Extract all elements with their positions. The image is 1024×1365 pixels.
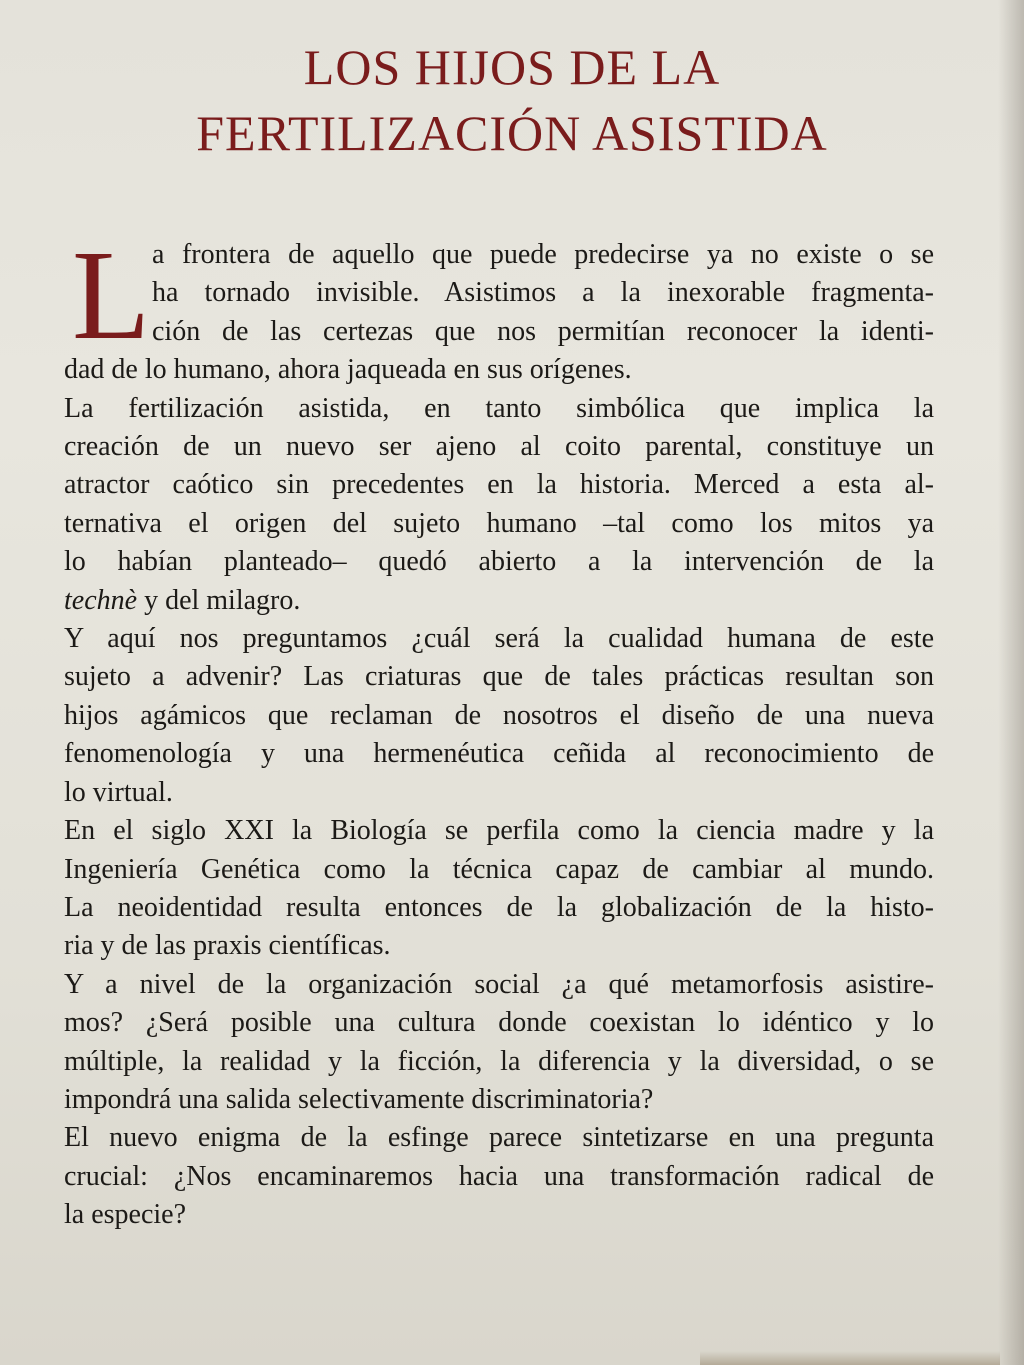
text-line: Y aquí nos preguntamos ¿cuál será la cualidad humana de este (64, 623, 934, 655)
page-edge-shadow (998, 0, 1024, 1365)
text-line: El nuevo enigma de la esfinge parece sintetizarse en una pregunta (64, 1122, 934, 1154)
paragraph-2 (64, 390, 934, 620)
text-line: lo virtual. (64, 776, 173, 808)
text-line: fenomenología y una hermenéutica ceñida al reconocimiento de (64, 738, 934, 770)
text-line: ción de las certezas que nos permitían reconocer la identi- (152, 315, 934, 347)
text-line: impondrá una salida selectivamente discriminatoria? (64, 1083, 654, 1115)
paragraph-4 (64, 812, 934, 966)
text-line: dad de lo humano, ahora jaqueada en sus orígenes. (64, 354, 632, 386)
text-line: creación de un nuevo ser ajeno al coito parental, constituye un (64, 431, 934, 463)
text-line: ria y de las praxis científicas. (64, 930, 391, 962)
paragraph-5 (64, 966, 934, 1120)
text-line: La fertilización asistida, en tanto simbólica que implica la (64, 392, 934, 424)
text-line: La neoidentidad resulta entonces de la globalización de la histo- (64, 891, 934, 923)
italic-term: technè (64, 584, 138, 616)
blurb-text (64, 224, 934, 1235)
paragraph-1 (64, 224, 934, 390)
text-line: hijos agámicos que reclaman de nosotros el diseño de una nueva (64, 699, 934, 731)
text-line: atractor caótico sin precedentes en la historia. Merced a esta al- (64, 469, 934, 501)
text-line: a frontera de aquello que puede predecirse ya no existe o se (152, 239, 934, 270)
text-line: sujeto a advenir? Las criaturas que de tales prácticas resultan son (64, 661, 934, 693)
text-fragment: y del milagro. (137, 584, 301, 616)
text-line: múltiple, la realidad y la ficción, la diferencia y la diversidad, o se (64, 1045, 934, 1077)
text-line: ternativa el origen del sujeto humano –tal como los mitos ya (64, 507, 934, 539)
text-line: Y a nivel de la organización social ¿a qué metamorfosis asistire- (64, 968, 934, 1000)
paragraph-3 (64, 620, 934, 812)
text-line: ha tornado invisible. Asistimos a la inexorable fragmenta- (152, 277, 934, 309)
text-line: Ingeniería Genética como la técnica capaz de cambiar al mundo. (64, 853, 934, 885)
text-line: lo habían planteado– quedó abierto a la intervención de la (64, 546, 934, 578)
title-line-2: FERTILIZACIÓN ASISTIDA (196, 105, 828, 161)
text-line: mos? ¿Será posible una cultura donde coexistan lo idéntico y lo (64, 1007, 934, 1039)
title-line-1: LOS HIJOS DE LA (303, 39, 721, 95)
text-line: crucial: ¿Nos encaminaremos hacia una transformación radical de (64, 1160, 934, 1192)
paragraph-6 (64, 1119, 934, 1234)
text-line: la especie? (64, 1199, 187, 1231)
bottom-edge-shadow (700, 1351, 1000, 1365)
text-line: En el siglo XXI la Biología se perfila como la ciencia madre y la (64, 815, 934, 847)
book-title (60, 34, 964, 166)
drop-cap: L (72, 224, 151, 366)
text-line (64, 582, 934, 620)
